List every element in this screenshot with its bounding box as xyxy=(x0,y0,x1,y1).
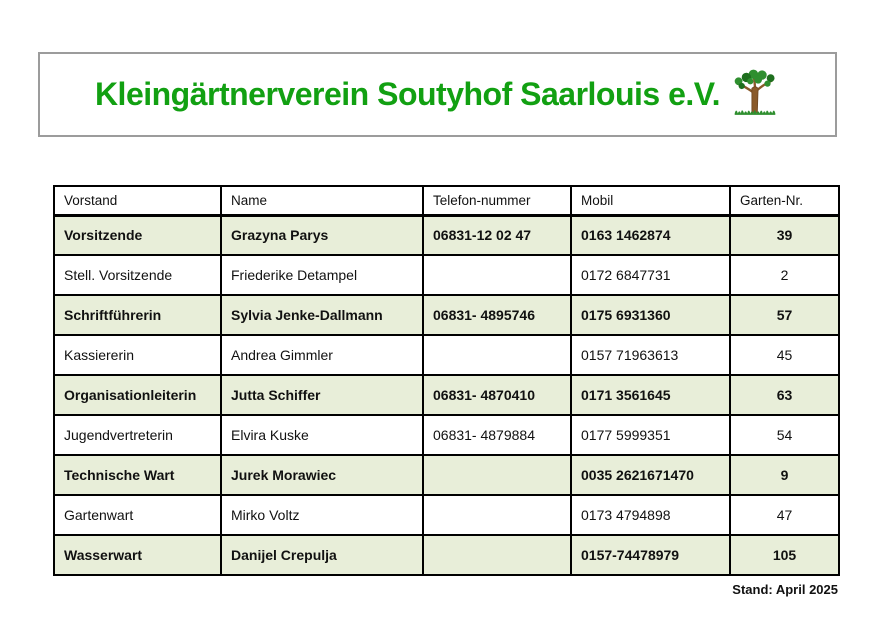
table-cell: 0035 2621671470 xyxy=(571,455,730,495)
table-cell: 06831- 4895746 xyxy=(423,295,571,335)
table-cell: 57 xyxy=(730,295,839,335)
table-cell: 47 xyxy=(730,495,839,535)
table-cell: Sylvia Jenke-Dallmann xyxy=(221,295,423,335)
table-cell: Mirko Voltz xyxy=(221,495,423,535)
header-banner xyxy=(38,52,837,137)
table-cell: 0172 6847731 xyxy=(571,255,730,295)
table-cell: Technische Wart xyxy=(54,455,221,495)
table-cell: 45 xyxy=(730,335,839,375)
table-cell: 63 xyxy=(730,375,839,415)
table-row xyxy=(54,215,839,255)
table-cell: Schriftführerin xyxy=(54,295,221,335)
table-cell: 2 xyxy=(730,255,839,295)
table-cell: Kassiererin xyxy=(54,335,221,375)
column-header: Telefon-nummer xyxy=(423,186,571,215)
table-cell: Organisationleiterin xyxy=(54,375,221,415)
table-cell: Friederike Detampel xyxy=(221,255,423,295)
table-cell: 0163 1462874 xyxy=(571,215,730,255)
tree-icon xyxy=(730,65,780,121)
table-row xyxy=(54,495,839,535)
table-cell: 39 xyxy=(730,215,839,255)
table-body xyxy=(54,215,839,575)
column-header: Vorstand xyxy=(54,186,221,215)
table-cell: Elvira Kuske xyxy=(221,415,423,455)
table-cell: 0157 71963613 xyxy=(571,335,730,375)
table-cell: Danijel Crepulja xyxy=(221,535,423,575)
table-cell: 0177 5999351 xyxy=(571,415,730,455)
table-header-row xyxy=(54,186,839,215)
table-cell: Jugendvertreterin xyxy=(54,415,221,455)
table-cell: Vorsitzende xyxy=(54,215,221,255)
table-cell: 06831- 4879884 xyxy=(423,415,571,455)
table-cell: 105 xyxy=(730,535,839,575)
table-cell: 0157-74478979 xyxy=(571,535,730,575)
table-cell: Wasserwart xyxy=(54,535,221,575)
table-cell: Grazyna Parys xyxy=(221,215,423,255)
table-cell: 0173 4794898 xyxy=(571,495,730,535)
table-row xyxy=(54,535,839,575)
table-cell: Gartenwart xyxy=(54,495,221,535)
table-row xyxy=(54,375,839,415)
table-cell: Andrea Gimmler xyxy=(221,335,423,375)
table-cell: 06831- 4870410 xyxy=(423,375,571,415)
column-header: Name xyxy=(221,186,423,215)
stand-note: Stand: April 2025 xyxy=(732,582,838,597)
column-header: Mobil xyxy=(571,186,730,215)
table-cell xyxy=(423,335,571,375)
table-cell xyxy=(423,495,571,535)
contact-table xyxy=(53,185,840,576)
table-cell: 9 xyxy=(730,455,839,495)
table-row xyxy=(54,335,839,375)
column-header: Garten-Nr. xyxy=(730,186,839,215)
table-row xyxy=(54,295,839,335)
table-cell: 06831-12 02 47 xyxy=(423,215,571,255)
table-cell: 54 xyxy=(730,415,839,455)
table-cell: 0175 6931360 xyxy=(571,295,730,335)
table-cell xyxy=(423,455,571,495)
table-row xyxy=(54,455,839,495)
table-row xyxy=(54,415,839,455)
page-title: Kleingärtnerverein Soutyhof Saarlouis e.V. xyxy=(94,76,721,112)
table-cell: Stell. Vorsitzende xyxy=(54,255,221,295)
table-row xyxy=(54,255,839,295)
table-cell: 0171 3561645 xyxy=(571,375,730,415)
table-cell xyxy=(423,255,571,295)
table-cell: Jurek Morawiec xyxy=(221,455,423,495)
table-cell: Jutta Schiffer xyxy=(221,375,423,415)
table-cell xyxy=(423,535,571,575)
